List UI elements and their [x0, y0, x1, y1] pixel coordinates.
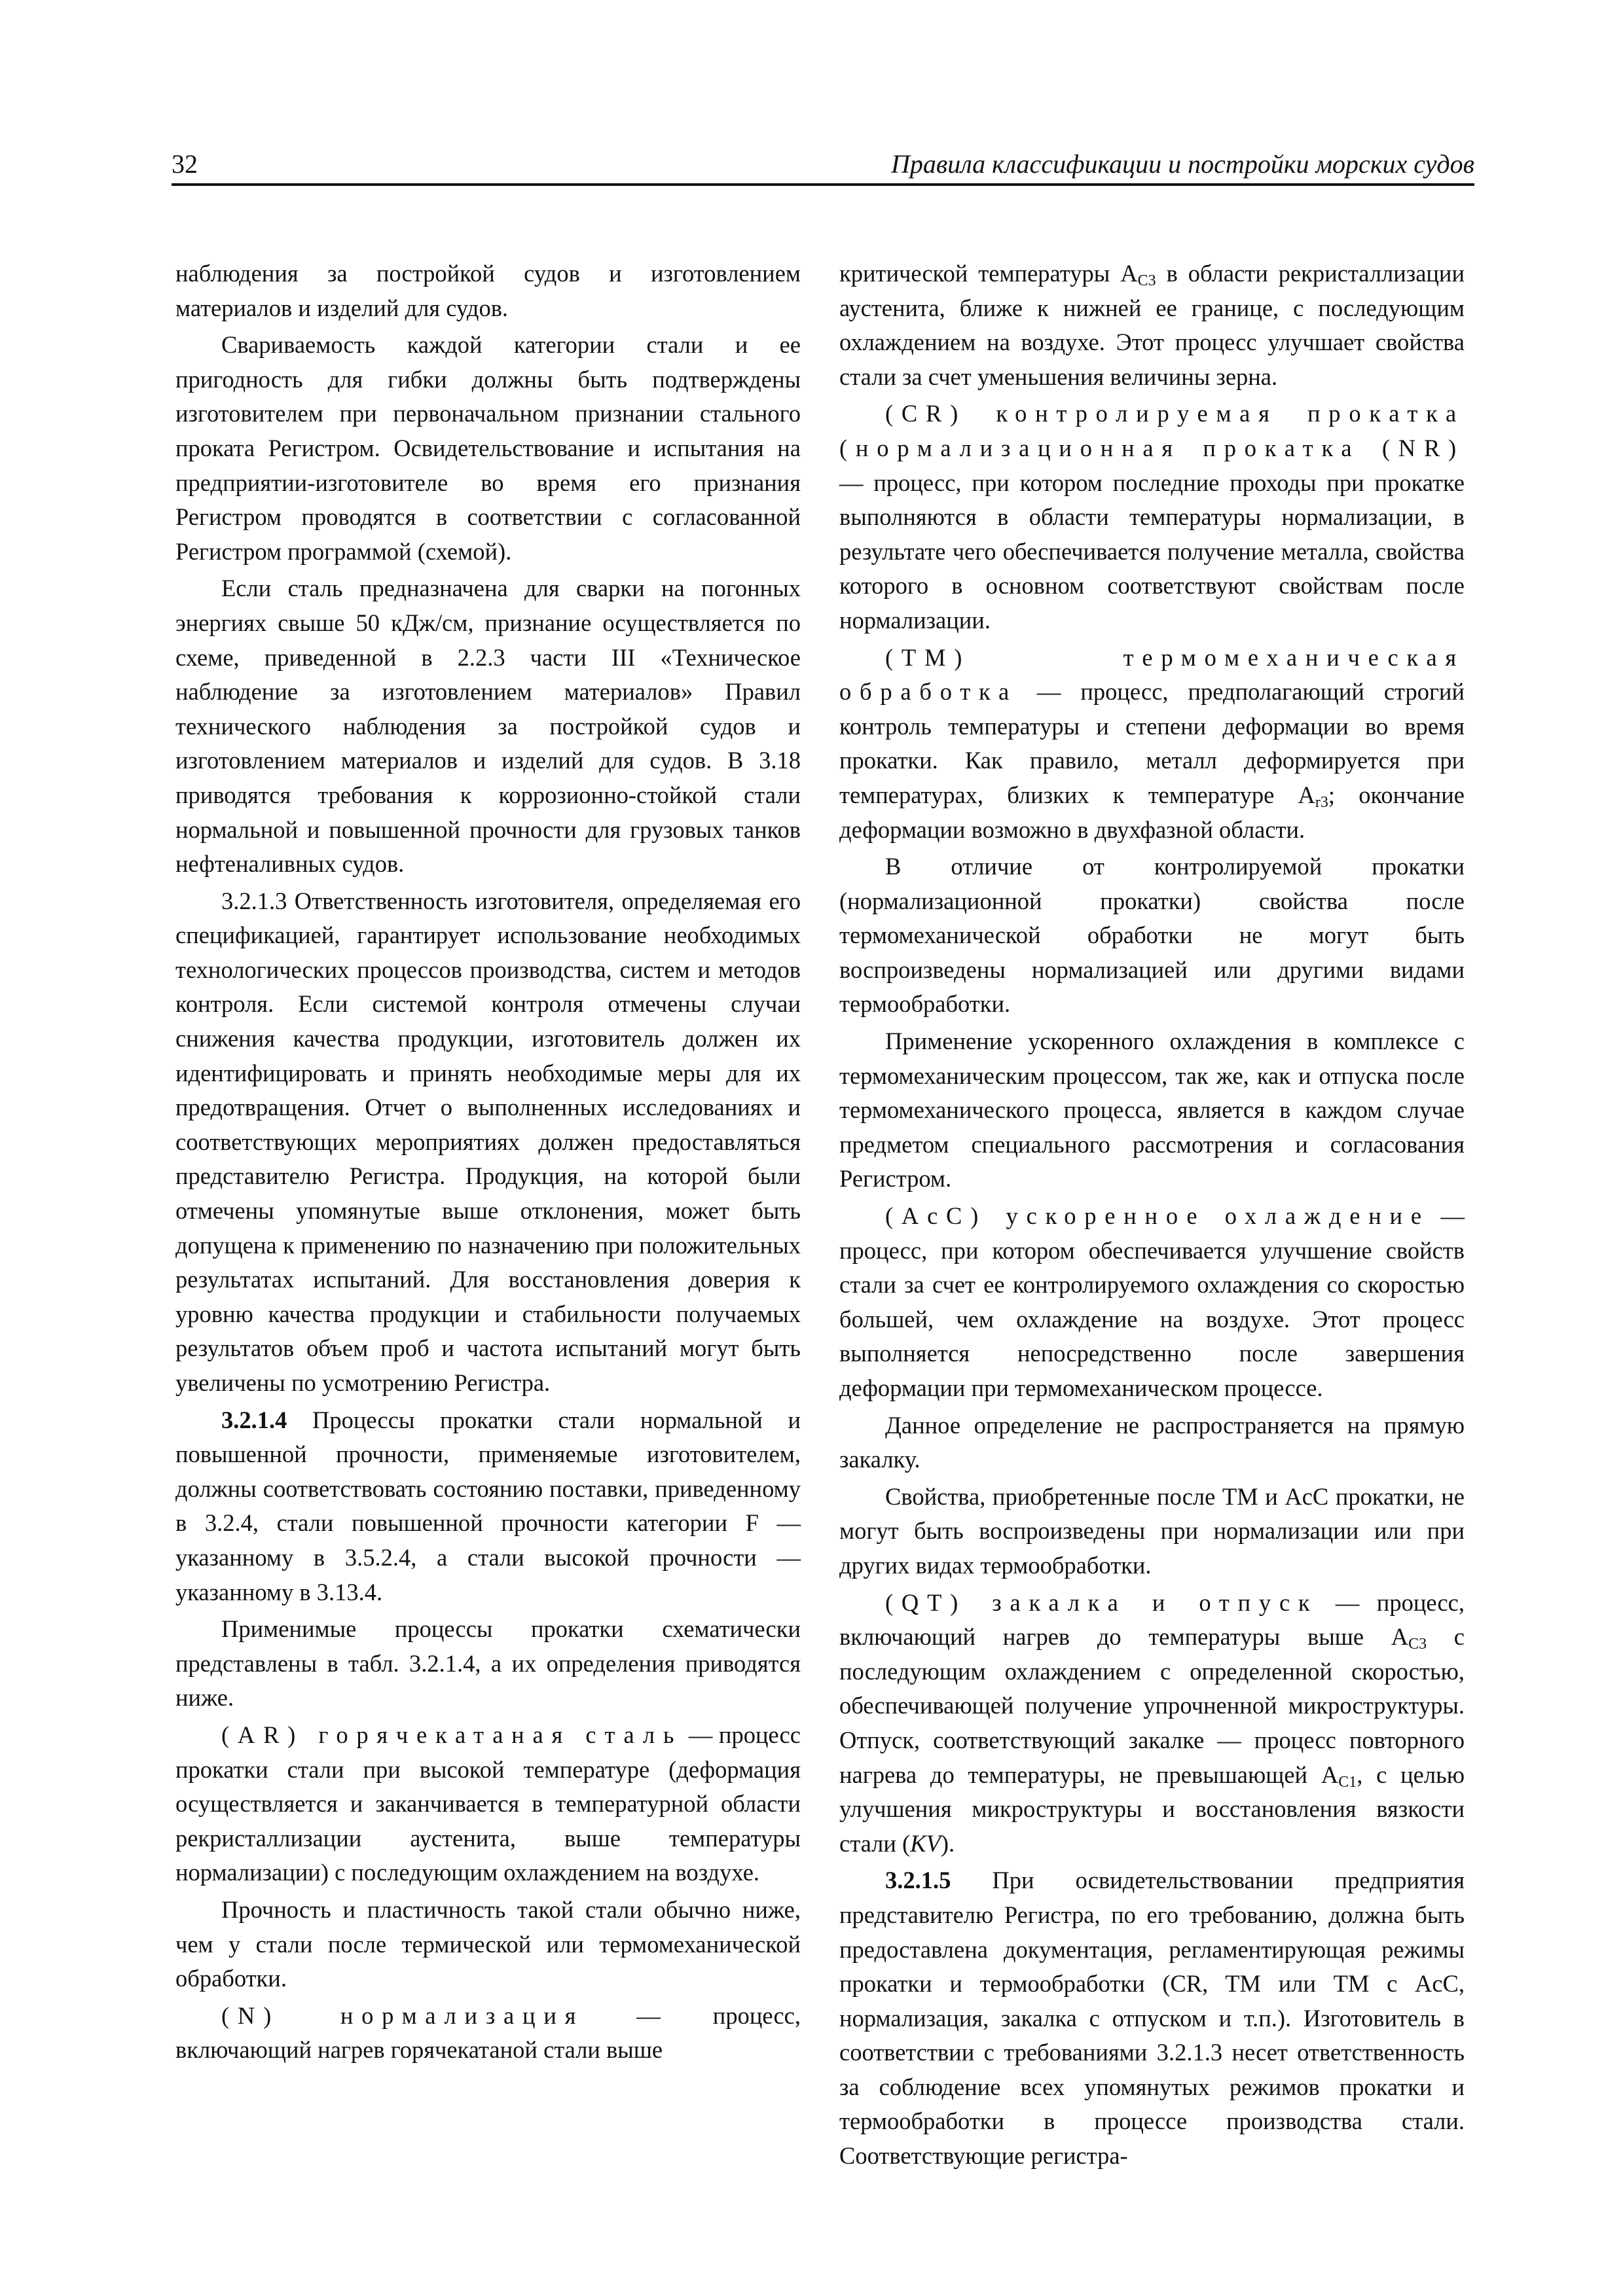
left-column	[175, 257, 801, 2068]
paragraph-text: с последующим охлаждением с определенной скоростью, обеспечивающей получение упрочненной микроструктуры. Отпуск, соответствующий закалке — процесс повторного нагрева до температуры, не превышающей A	[839, 1623, 1465, 1788]
paragraph	[175, 257, 801, 325]
paragraph	[175, 328, 801, 569]
paragraph-text: Свойства, приобретенные после TM и AcC прокатки, не могут быть воспроизведены при нормализации или при других видах термообработки.	[839, 1482, 1465, 1579]
clause-number: 3.2.1.4	[221, 1406, 287, 1433]
paragraph-text: ).	[940, 1829, 955, 1857]
paragraph-text: Если сталь предназначена для сварки на погонных энергиях свыше 50 кДж/см, признание осуществляется по схеме, приведенной в 2.2.3 части III «Техническое наблюдение за изготовлением материалов» Правил технического наблюдения за постройкой судов и изготовлением материалов и изделий для судов. В 3.18 приводятся требования к коррозионно-стойкой стали нормальной и повышенной прочности для грузовых танков нефтеналивных судов.	[175, 575, 801, 878]
term: (CR) контролируемая прокатка (нормализационная прокатка (NR)	[839, 400, 1465, 461]
subscript: C3	[1137, 272, 1156, 289]
paragraph	[839, 1480, 1465, 1583]
page-header	[172, 147, 1474, 185]
paragraph-text: — процесс, при котором обеспечивается улучшение свойств стали за счет ее контролируемого охлаждения со скоростью большей, чем охлаждение на воздухе. Этот процесс выполняется непосредственно после завершения деформации при термомеханическом процессе.	[839, 1202, 1465, 1401]
paragraph	[175, 1893, 801, 1996]
paragraph-text: Свариваемость каждой категории стали и ее пригодность для гибки должны быть подтверждены изготовителем при первоначальном признании стального проката Регистром. Освидетельствование и испытания на предприятии-изготовителе во время его признания Регистром проводятся в соответствии с согласованной Регистром программой (схемой).	[175, 331, 801, 565]
term: (AR) горячекатаная сталь	[221, 1721, 683, 1748]
subscript: C1	[1338, 1773, 1357, 1791]
paragraph	[839, 257, 1465, 394]
subscript: r3	[1315, 793, 1328, 811]
paragraph-text: , с целью улучшения микроструктуры и восстановления вязкости стали (	[839, 1761, 1465, 1857]
term: (TM) термомеханическая обработка	[839, 643, 1465, 706]
term: (QT) закалка и отпуск	[885, 1588, 1319, 1616]
symbol-kv: KV	[910, 1829, 941, 1857]
paragraph	[839, 1024, 1465, 1196]
paragraph	[839, 850, 1465, 1022]
term: (AcC) ускоренное охлаждение	[885, 1202, 1430, 1230]
paragraph-text: — процесс, при котором последние проходы при прокатке выполняются в области температуры нормализации, в результате чего обеспечивается получение металла, свойства которого в основном соответствуют свойствам после нормализации.	[839, 469, 1465, 634]
paragraph-text: — процесс, включающий нагрев горячекатаной стали выше	[175, 2001, 801, 2064]
subscript: C3	[1408, 1636, 1427, 1653]
paragraph	[175, 1999, 801, 2068]
paragraph-text: При освидетельствовании предприятия представителю Регистра, по его требованию, должна быть предоставлена документация, регламентирующая режимы прокатки и термообработки (CR, TM или TM с AcC, нормализация, закалка с отпуском и т.п.). Изготовитель в соответствии с требованиями 3.2.1.3 несет ответственность за соблюдение всех упомянутых режимов прокатки и термообработки в процессе производства стали. Соответствующие регистра-	[839, 1867, 1465, 2170]
paragraph	[839, 1199, 1465, 1406]
paragraph	[175, 1403, 801, 1610]
paragraph-text: — процесс прокатки стали при высокой температуре (деформация осуществляется и заканчивается в температурной области рекристаллизации аустенита, выше температуры нормализации) с последующим охлаждением на воздухе.	[175, 1721, 801, 1886]
term: (N) нормализация	[221, 2001, 585, 2029]
paragraph-text: ; окончание деформации возможно в двухфазной области.	[839, 781, 1465, 843]
right-column	[839, 257, 1465, 2174]
paragraph	[175, 884, 801, 1401]
paragraph	[175, 571, 801, 881]
paragraph	[839, 641, 1465, 848]
paragraph-text: Применимые процессы прокатки схематически представлены в табл. 3.2.1.4, а их определения приводятся ниже.	[175, 1615, 801, 1712]
header-rule	[172, 183, 1474, 186]
clause-number: 3.2.1.5	[885, 1867, 951, 1894]
running-title: Правила классификации и постройки морских судов	[890, 149, 1474, 179]
paragraph-text: 3.2.1.3 Ответственность изготовителя, определяемая его спецификацией, гарантирует использование необходимых технологических процессов производства, систем и методов контроля. Если системой контроля отмечены случаи снижения качества продукции, изготовитель должен их идентифицировать и принять необходимые меры для их предотвращения. Отчет о выполненных исследованиях и соответствующих мероприятиях должен предоставляться представителю Регистра. Продукция, на которой были отмечены упомянутые выше отклонения, может быть допущена к применению по назначению при положительных результатах испытаний. Для восстановления доверия к уровню качества продукции и стабильности получаемых результатов объем проб и частота испытаний могут быть увеличены по усмотрению Регистра.	[175, 887, 801, 1396]
paragraph	[839, 397, 1465, 637]
paragraph	[175, 1612, 801, 1715]
paragraph	[175, 1718, 801, 1890]
paragraph-text: Данное определение не распространяется на прямую закалку.	[839, 1411, 1465, 1473]
page-number: 32	[172, 149, 198, 179]
paragraph-text: Применение ускоренного охлаждения в комплексе с термомеханическим процессом, так же, как и отпуска после термомеханического процесса, является в каждом случае предметом специального рассмотрения и согласования Регистром.	[839, 1028, 1465, 1193]
paragraph	[839, 1863, 1465, 2173]
paragraph-text: в области рекристаллизации аустенита, ближе к нижней ее границе, с последующим охлаждением на воздухе. Этот процесс улучшает свойства стали за счет уменьшения величины зерна.	[839, 260, 1465, 390]
paragraph-text: — процесс, предполагающий строгий контроль температуры и степени деформации во время прокатки. Как правило, металл деформируется при температурах, близких к температуре A	[839, 678, 1465, 808]
paragraph	[839, 1586, 1465, 1861]
paragraph-text: наблюдения за постройкой судов и изготовлением материалов и изделий для судов.	[175, 260, 801, 321]
paragraph-text: критической температуры A	[839, 260, 1138, 287]
paragraph-text: Процессы прокатки стали нормальной и повышенной прочности, применяемые изготовителем, должны соответствовать состоянию поставки, приведенному в 3.2.4, стали повышенной прочности категории F — указанному в 3.5.2.4, а стали высокой прочности — указанному в 3.13.4.	[175, 1406, 801, 1605]
paragraph	[839, 1408, 1465, 1477]
paragraph-text: Прочность и пластичность такой стали обычно ниже, чем у стали после термической или термомеханической обработки.	[175, 1895, 801, 1992]
paragraph-text: — процесс, включающий нагрев до температуры выше A	[839, 1588, 1465, 1651]
paragraph-text: В отличие от контролируемой прокатки (нормализационной прокатки) свойства после термомеханической обработки не могут быть воспроизведены нормализацией или другими видами термообработки.	[839, 853, 1465, 1018]
